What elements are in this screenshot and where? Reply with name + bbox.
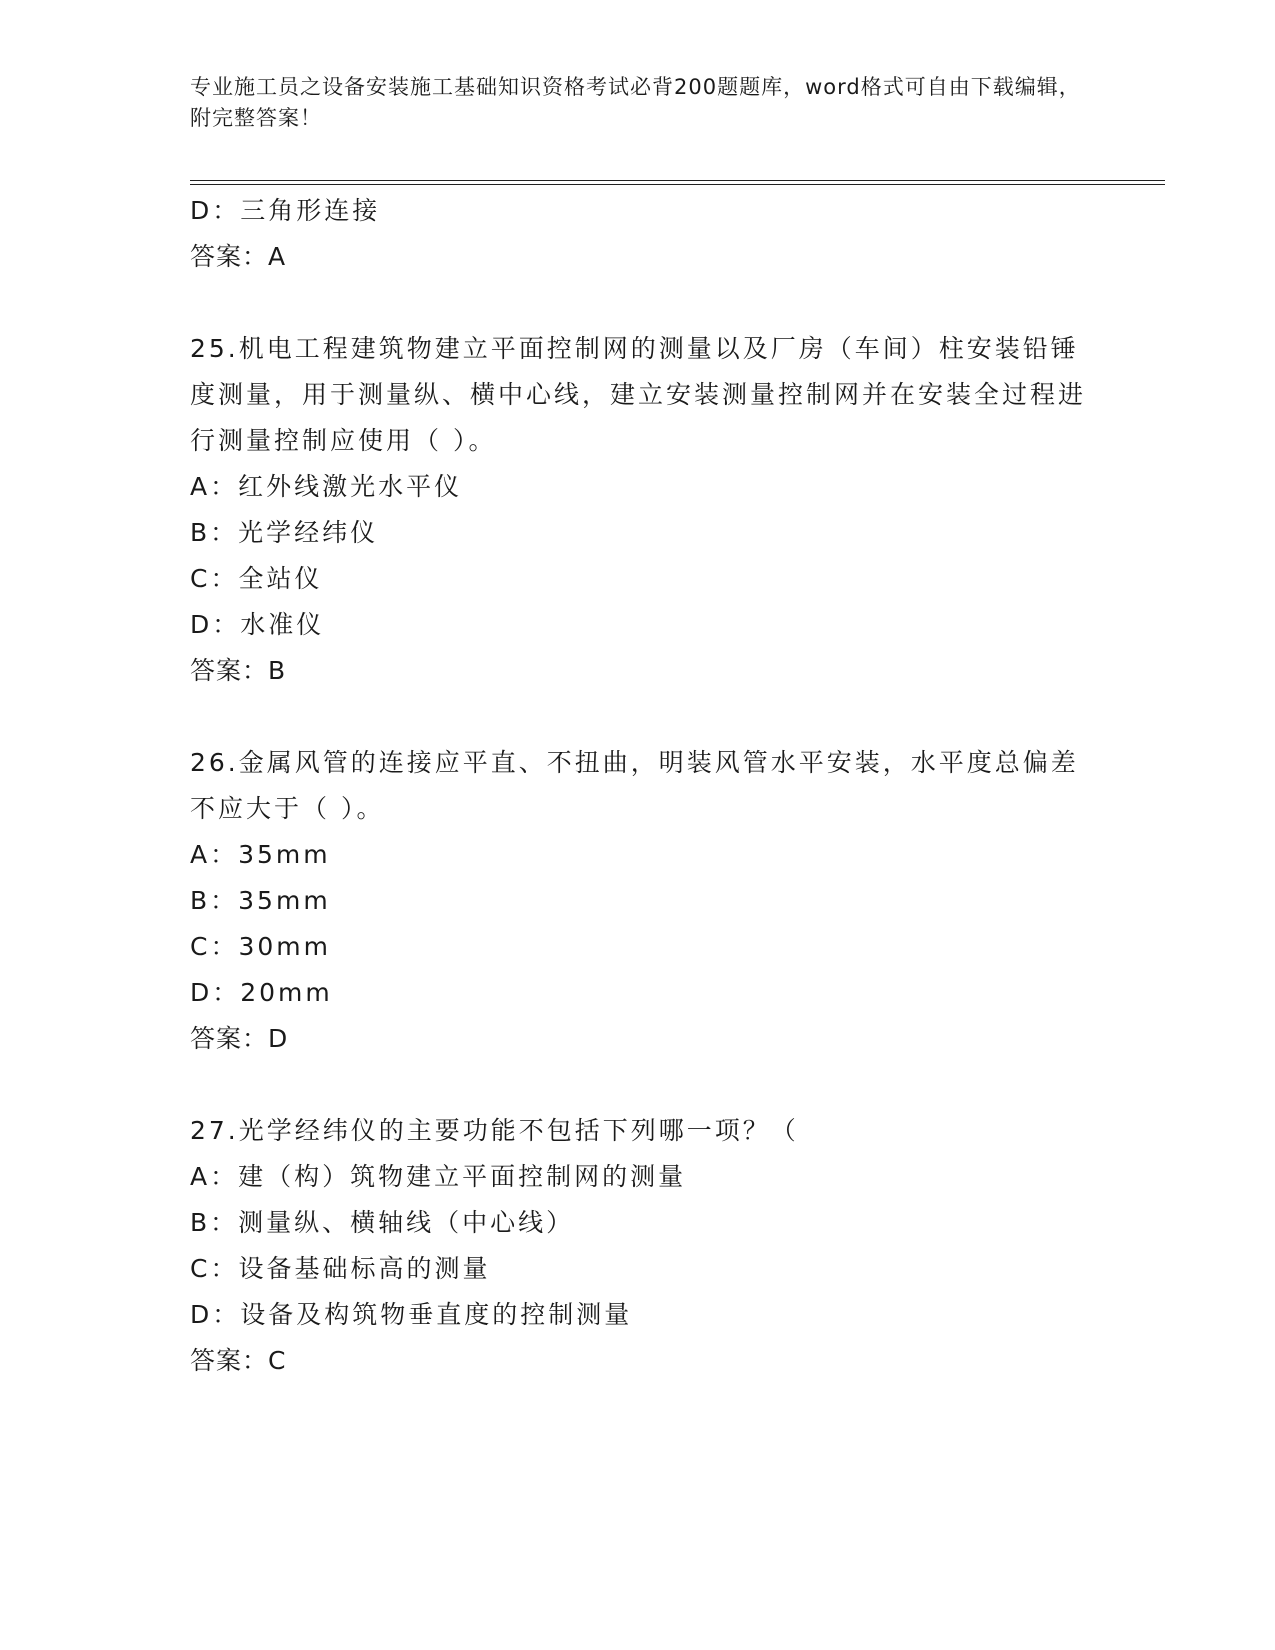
question-27 (190, 1108, 1090, 1384)
question-stem: 27.光学经纬仪的主要功能不包括下列哪一项？（ (190, 1116, 799, 1145)
option-b: B：测量纵、横轴线（中心线） (190, 1208, 575, 1237)
document-header: 专业施工员之设备安装施工基础知识资格考试必背200题题库，word格式可自由下载编辑，附完整答案！ (190, 75, 1081, 130)
prev-option-d: D：三角形连接 (190, 196, 381, 225)
option-d: D：水准仪 (190, 610, 325, 639)
option-d: D：设备及构筑物垂直度的控制测量 (190, 1300, 633, 1329)
option-d: D：20mm (190, 978, 333, 1007)
option-b: B：光学经纬仪 (190, 518, 379, 547)
answer: 答案：D (190, 1024, 289, 1053)
question-stem: 26.金属风管的连接应平直、不扭曲，明装风管水平安装，水平度总偏差不应大于（ ）。 (190, 748, 1079, 823)
header-divider-bottom (190, 184, 1165, 185)
header-divider-top (190, 180, 1165, 181)
option-a: A：建（构）筑物建立平面控制网的测量 (190, 1162, 687, 1191)
option-a: A：红外线激光水平仪 (190, 472, 463, 501)
spacer (190, 280, 1090, 326)
spacer (190, 1062, 1090, 1108)
question-25 (190, 326, 1090, 694)
spacer (190, 694, 1090, 740)
option-a: A：35mm (190, 840, 331, 869)
question-list (190, 188, 1090, 1384)
option-c: C：30mm (190, 932, 331, 961)
option-c: C：设备基础标高的测量 (190, 1254, 491, 1283)
option-c: C：全站仪 (190, 564, 323, 593)
question-26 (190, 740, 1090, 1062)
prev-answer: 答案：A (190, 242, 287, 271)
answer: 答案：C (190, 1346, 287, 1375)
option-b: B：35mm (190, 886, 331, 915)
question-stem: 25.机电工程建筑物建立平面控制网的测量以及厂房（车间）柱安装铅锤度测量，用于测量纵、横中心线，建立安装测量控制网并在安装全过程进行测量控制应使用（ ）。 (190, 334, 1087, 455)
answer: 答案：B (190, 656, 287, 685)
